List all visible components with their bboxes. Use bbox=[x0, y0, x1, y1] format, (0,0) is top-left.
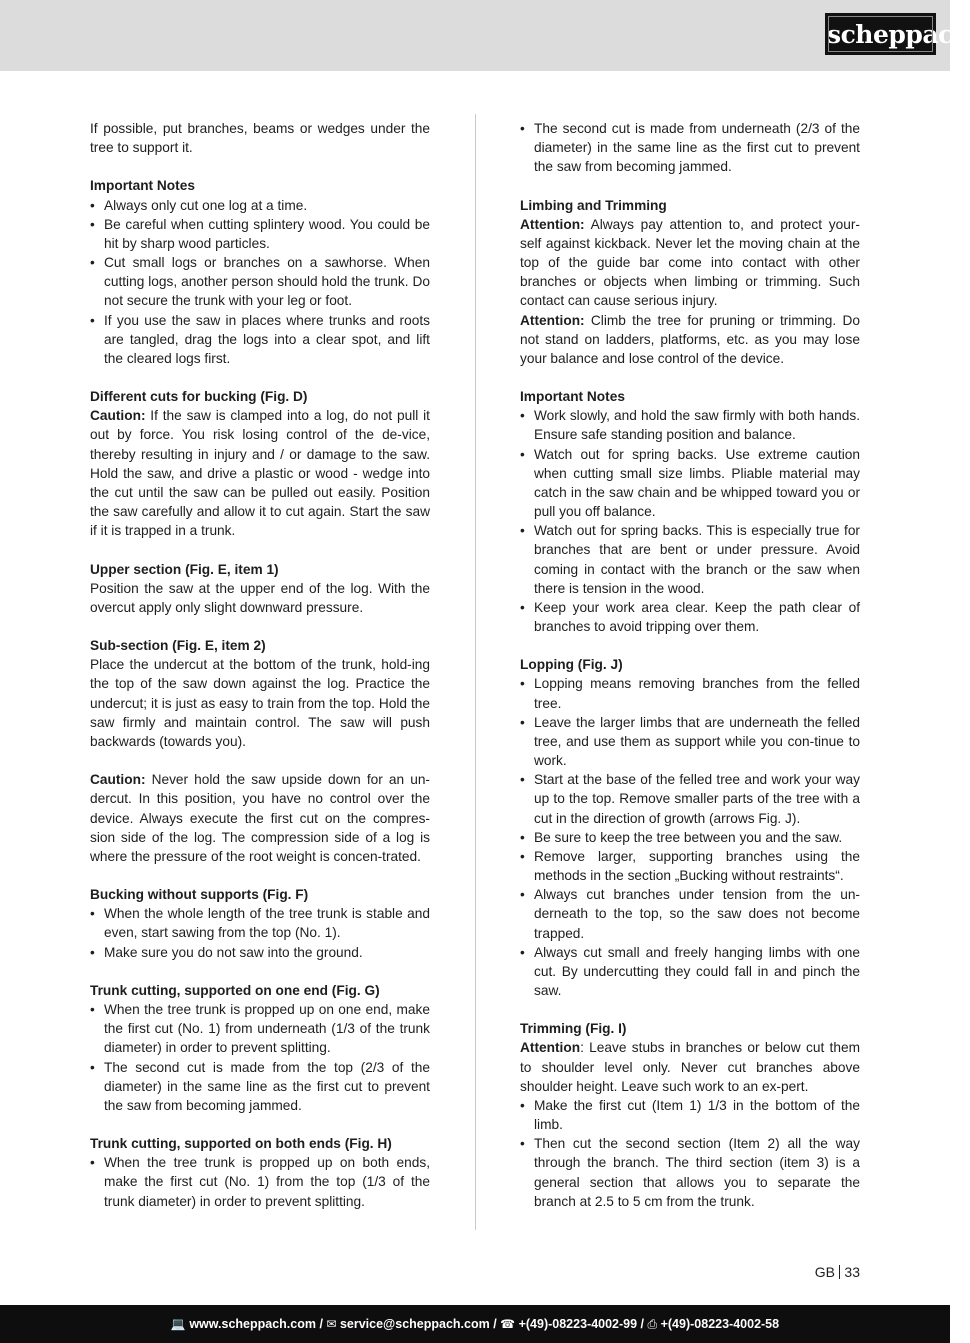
sub-section-paragraph: Place the undercut at the bottom of the trunk, hold-ing the top of the saw down against the log. Practice the undercut; it is just as easy to train from the top. Hold the saw firmly and maintain control. The saw will push backwards (towards you). bbox=[90, 657, 430, 749]
right-column bbox=[520, 119, 860, 1211]
right-important-notes-list bbox=[520, 406, 860, 636]
list-item: • When the tree trunk is propped up on both ends, make the first cut (No. 1) from the top (1/3 of the trunk diameter) in order to prevent splitting. bbox=[90, 1153, 430, 1210]
list-item: • The second cut is made from the top (2/3 of the diameter) in the same line as the first cut to prevent the saw from becoming jammed. bbox=[90, 1058, 430, 1115]
list-item: • Then cut the second section (Item 2) all the way through the branch. The third section (item 3) is a general section that allows you to separate the branch at 2.5 to 5 cm from the trunk. bbox=[520, 1134, 860, 1211]
trimming-attention-paragraph bbox=[520, 1038, 860, 1095]
supported-one-end-list bbox=[90, 1000, 430, 1115]
upper-section-heading: Upper section (Fig. E, item 1) bbox=[90, 561, 279, 577]
header-bar bbox=[0, 0, 970, 71]
list-item: • Cut small logs or branches on a sawhorse. When cutting logs, another person should hold the trunk. Do not secure the trunk with your leg or foot. bbox=[90, 253, 430, 310]
fax-number: +(49)-08223-4002-58 bbox=[660, 1317, 780, 1331]
bucking-heading: Bucking without supports (Fig. F) bbox=[90, 887, 309, 903]
trimming-heading: Trimming (Fig. I) bbox=[520, 1021, 627, 1037]
list-item: • Make the first cut (Item 1) 1/3 in the bottom of the limb. bbox=[520, 1096, 860, 1134]
upper-section-paragraph: Position the saw at the upper end of the log. With the overcut apply only slight downward pressure. bbox=[90, 580, 430, 615]
column-divider bbox=[475, 114, 476, 1230]
left-column bbox=[90, 119, 430, 1211]
lopping-list bbox=[520, 674, 860, 1000]
list-item: • Always only cut one log at a time. bbox=[90, 196, 430, 215]
footer-separator: / bbox=[637, 1317, 648, 1331]
attention-label: Attention: bbox=[520, 216, 585, 232]
trimming-list bbox=[520, 1096, 860, 1211]
contact-footer bbox=[0, 1305, 950, 1343]
computer-icon: 💻 bbox=[170, 1317, 186, 1331]
lopping-heading: Lopping (Fig. J) bbox=[520, 657, 623, 673]
undercut-caution-paragraph bbox=[90, 770, 430, 866]
caution-text: Never hold the saw upside down for an un-dercut. In this position, you have no control over the device. Always execute the first cut on the compres-sion side of the log. The compression side of a log is where the pressure of the root weight is concen-trated. bbox=[90, 772, 430, 864]
email-icon: ✉ bbox=[326, 1317, 337, 1331]
list-item: • Lopping means removing branches from the felled tree. bbox=[520, 674, 860, 712]
supported-both-ends-list bbox=[90, 1153, 430, 1210]
list-item: • Remove larger, supporting branches using the methods in the section „Bucking without restraints“. bbox=[520, 847, 860, 885]
page-number bbox=[780, 1264, 860, 1280]
list-item: • Be sure to keep the tree between you and the saw. bbox=[520, 828, 860, 847]
language-code: GB bbox=[814, 1264, 835, 1280]
caution-label: Caution: bbox=[90, 772, 146, 788]
page-number-value: 33 bbox=[844, 1264, 860, 1280]
list-item: • Keep your work area clear. Keep the path clear of branches to avoid tripping over them. bbox=[520, 598, 860, 636]
different-cuts-paragraph bbox=[90, 406, 430, 540]
supported-one-end-heading: Trunk cutting, supported on one end (Fig. G) bbox=[90, 982, 380, 998]
footer-separator: / bbox=[315, 1317, 327, 1331]
list-item: • Watch out for spring backs. This is especially true for branches that are bent or under pressure. Avoid coming in contact with the branch or the saw when there is tension in the wood. bbox=[520, 521, 860, 598]
list-item: • If you use the saw in places where trunks and roots are tangled, drag the logs into a clear spot, and lift the cleared logs first. bbox=[90, 311, 430, 368]
caution-text: If the saw is clamped into a log, do not pull it out by force. You risk losing control of the de-vice, thereby resulting in injury and / or damage to the saw. Hold the saw, and drive a plastic or wood - wedge into the cut until the saw can be pulled out easily. Position the saw carefully and allow it to cut again. Start the saw if it is trapped in a trunk. bbox=[90, 408, 430, 539]
intro-paragraph: If possible, put branches, beams or wedges under the tree to support it. bbox=[90, 121, 430, 156]
right-important-notes-heading: Important Notes bbox=[520, 389, 625, 405]
bucking-list bbox=[90, 904, 430, 961]
climb-attention-paragraph bbox=[520, 311, 860, 368]
website-link[interactable]: www.scheppach.com bbox=[189, 1317, 316, 1331]
list-item: • Watch out for spring backs. Use extreme caution when cutting small size limbs. Pliable material may catch in the saw chain and be whipped toward you or pull you off balance. bbox=[520, 445, 860, 522]
different-cuts-heading: Different cuts for bucking (Fig. D) bbox=[90, 389, 308, 405]
list-item: • When the tree trunk is propped up on one end, make the first cut (No. 1) from underneath (1/3 of the trunk diameter) in order to prevent splitting. bbox=[90, 1000, 430, 1057]
list-item: • The second cut is made from underneath (2/3 of the diameter) in the same line as the first cut to prevent the saw from becoming jammed. bbox=[520, 119, 860, 176]
list-item: • Always cut branches under tension from the un-derneath to the top, so the saw does not become trapped. bbox=[520, 885, 860, 942]
attention-text: : Leave stubs in branches or below cut them to shoulder level only. Never cut branches above shoulder height. Leave such work to an ex-pert. bbox=[520, 1040, 860, 1094]
list-item: • Always cut small and freely hanging limbs with one cut. By undercutting they could fall in and pinch the saw. bbox=[520, 943, 860, 1000]
list-item: • Be careful when cutting splintery wood. You could be hit by sharp wood particles. bbox=[90, 215, 430, 253]
continued-list bbox=[520, 119, 860, 176]
email-link[interactable]: service@scheppach.com bbox=[339, 1317, 490, 1331]
list-item: • Start at the base of the felled tree and work your way up to the top. Remove smaller parts of the tree with a cut in the direction of growth (arrows Fig. J). bbox=[520, 770, 860, 827]
sub-section-heading: Sub-section (Fig. E, item 2) bbox=[90, 638, 266, 654]
supported-both-ends-heading: Trunk cutting, supported on both ends (Fig. H) bbox=[90, 1136, 392, 1152]
attention-text: Always pay attention to, and protect your-self against kickback. Never let the moving chain at the top of the guide bar come into contact with other branches or objects when limbing or trimming. Such contact can cause serious injury. bbox=[520, 216, 860, 309]
limbing-attention-paragraph bbox=[520, 215, 860, 311]
attention-text: Climb the tree for pruning or trimming. Do not stand on ladders, platforms, etc. as you may lose your balance and lose control of the device. bbox=[520, 312, 860, 366]
list-item: • When the whole length of the tree trunk is stable and even, start sawing from the top (No. 1). bbox=[90, 904, 430, 942]
list-item: • Work slowly, and hold the saw firmly with both hands. Ensure safe standing position and balance. bbox=[520, 406, 860, 444]
important-notes-heading: Important Notes bbox=[90, 178, 195, 194]
page-number-divider bbox=[839, 1265, 841, 1279]
fax-icon: ⎙ bbox=[647, 1317, 658, 1331]
scheppach-logo: scheppach bbox=[825, 13, 936, 55]
list-item: • Leave the larger limbs that are underneath the felled tree, and use them as support while you con-tinue to work. bbox=[520, 713, 860, 770]
caution-label: Caution: bbox=[90, 408, 146, 424]
important-notes-list bbox=[90, 196, 430, 368]
phone-icon: ☎ bbox=[500, 1317, 516, 1331]
phone-number: +(49)-08223-4002-99 bbox=[518, 1317, 638, 1331]
list-item: • Make sure you do not saw into the ground. bbox=[90, 943, 430, 962]
attention-label: Attention bbox=[520, 1040, 581, 1056]
limbing-heading: Limbing and Trimming bbox=[520, 197, 667, 213]
attention-label: Attention: bbox=[520, 312, 585, 328]
footer-separator: / bbox=[489, 1317, 501, 1331]
